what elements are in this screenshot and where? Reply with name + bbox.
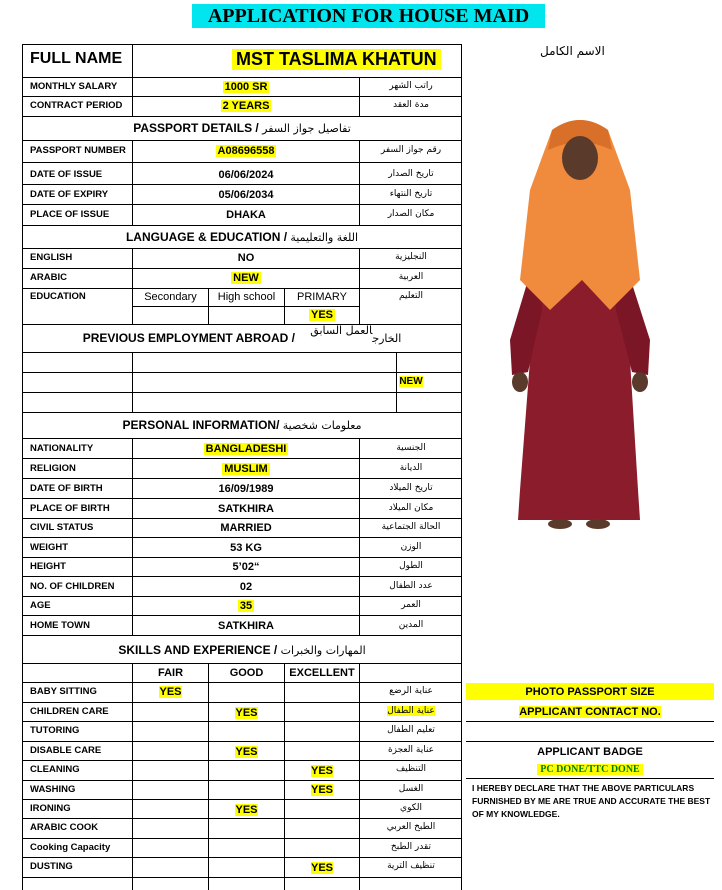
date-of-expiry-label: DATE OF EXPIRY — [30, 189, 109, 200]
skill-arabic: عناية العجزة — [387, 745, 435, 755]
weight-label: WEIGHT — [30, 542, 68, 553]
full-name-label: FULL NAME — [30, 50, 123, 67]
skills-heading: SKILLS AND EXPERIENCE / المهارات والخبرات — [118, 643, 366, 657]
full-name-value: MST TASLIMA KHATUN — [232, 49, 441, 70]
date-of-issue-label: DATE OF ISSUE — [30, 169, 103, 180]
skill-label: IRONING — [30, 803, 71, 814]
skill-arabic: عناية الطفال — [387, 706, 435, 716]
place-of-birth-label: PLACE OF BIRTH — [30, 503, 110, 514]
contract-period-value: 2 YEARS — [222, 100, 270, 112]
arabic-value: NEW — [233, 272, 259, 284]
skill-fair: YES — [159, 686, 182, 698]
children-count-value: 02 — [239, 581, 253, 593]
religion-label: RELIGION — [30, 463, 76, 474]
monthly-salary-arabic: راتب الشهر — [389, 81, 433, 91]
education-secondary: Secondary — [144, 291, 197, 303]
nationality-value: BANGLADESHI — [205, 443, 287, 455]
previous-employment-value: NEW — [399, 376, 423, 387]
skill-good: YES — [235, 746, 258, 758]
place-of-issue-arabic: مكان الصدار — [387, 209, 435, 219]
children-count-arabic: عدد الطفال — [389, 581, 433, 591]
skill-label: Cooking Capacity — [30, 842, 111, 853]
height-value: 5’02“ — [232, 561, 260, 573]
weight-arabic: الوزن — [400, 542, 422, 552]
religion-arabic: الديانة — [399, 463, 423, 473]
passport-number-arabic: رقم جواز السفر — [380, 145, 442, 155]
place-of-issue-value: DHAKA — [226, 209, 266, 221]
skill-arabic: الطبخ العربي — [386, 822, 436, 832]
skill-arabic: عناية الرضع — [389, 686, 433, 696]
photo-passport-label: PHOTO PASSPORT SIZE — [525, 686, 655, 698]
language-heading: LANGUAGE & EDUCATION / اللغة والتعليمية — [125, 230, 359, 244]
place-of-issue-label: PLACE OF ISSUE — [30, 209, 110, 220]
children-count-label: NO. OF CHILDREN — [30, 581, 115, 592]
skill-excellent: YES — [310, 862, 333, 874]
page-title: APPLICATION FOR HOUSE MAID — [192, 4, 545, 28]
skill-label: ARABIC COOK — [30, 822, 99, 833]
skills-col-excellent: EXCELLENT — [289, 667, 355, 679]
weight-value: 53 KG — [230, 542, 262, 554]
education-primary: PRIMARY — [297, 291, 347, 303]
civil-status-label: CIVIL STATUS — [30, 522, 94, 533]
skill-label: CHILDREN CARE — [30, 706, 109, 717]
personal-info-heading: PERSONAL INFORMATION/ معلومات شخصية — [122, 418, 362, 432]
education-label: EDUCATION — [30, 291, 86, 302]
skill-label: DISABLE CARE — [30, 745, 102, 756]
arabic-arabic: العربية — [398, 272, 424, 282]
arabic-label: ARABIC — [30, 272, 67, 283]
skill-arabic: الغسل — [398, 784, 424, 794]
age-arabic: العمر — [401, 600, 421, 610]
date-of-expiry-arabic: تاريخ النتهاء — [389, 189, 433, 199]
skills-col-fair: FAIR — [157, 667, 184, 679]
skill-good: YES — [235, 707, 258, 719]
pc-done-status: PC DONE/TTC DONE — [466, 764, 714, 775]
civil-status-value: MARRIED — [220, 522, 272, 534]
height-arabic: الطول — [399, 561, 423, 571]
age-value: 35 — [239, 600, 253, 612]
passport-number-label: PASSPORT NUMBER — [30, 145, 126, 156]
nationality-label: NATIONALITY — [30, 443, 94, 454]
home-town-value: SATKHIRA — [217, 620, 274, 632]
home-town-arabic: المدين — [398, 620, 424, 630]
skill-excellent: YES — [310, 784, 333, 796]
english-arabic: النجليزية — [395, 252, 427, 262]
english-label: ENGLISH — [30, 252, 73, 263]
date-of-issue-value: 06/06/2024 — [218, 169, 274, 181]
contract-period-arabic: مدة العقد — [393, 100, 429, 110]
date-of-birth-label: DATE OF BIRTH — [30, 483, 103, 494]
skill-excellent: YES — [310, 765, 333, 777]
applicant-photo — [490, 110, 670, 540]
skills-col-good: GOOD — [229, 667, 264, 679]
skill-arabic: التنظيف — [395, 764, 427, 774]
date-of-birth-arabic: تاريخ الميلاد — [389, 483, 433, 493]
education-high-school: High school — [217, 291, 276, 303]
monthly-salary-value: 1000 SR — [224, 81, 268, 93]
skill-label: WASHING — [30, 784, 76, 795]
date-of-birth-value: 16/09/1989 — [218, 483, 274, 495]
skill-label: DUSTING — [30, 861, 73, 872]
civil-status-arabic: الحالة الجتماعية — [381, 522, 441, 532]
religion-value: MUSLIM — [224, 463, 268, 475]
passport-number-value: A08696558 — [217, 145, 275, 157]
home-town-label: HOME TOWN — [30, 620, 90, 631]
full-name-arabic: الاسم الكامل — [540, 44, 605, 58]
education-primary-selected: YES — [310, 309, 333, 321]
skill-arabic: تعليم الطفال — [387, 725, 435, 735]
skill-label: CLEANING — [30, 764, 80, 775]
place-of-birth-arabic: مكان الميلاد — [388, 503, 434, 513]
skill-label: BABY SITTING — [30, 686, 97, 697]
skill-arabic: الكوي — [400, 803, 422, 813]
applicant-badge: APPLICANT BADGE — [537, 746, 643, 758]
applicant-contact: APPLICANT CONTACT NO. — [519, 706, 661, 718]
contract-period-label: CONTRACT PERIOD — [30, 100, 123, 111]
previous-employment-heading: PREVIOUS EMPLOYMENT ABROAD / الخارجالعمل السابق — [82, 324, 402, 345]
education-arabic: التعليم — [399, 291, 423, 301]
date-of-expiry-value: 05/06/2034 — [218, 189, 274, 201]
english-value: NO — [237, 252, 255, 264]
age-label: AGE — [30, 600, 51, 611]
height-label: HEIGHT — [30, 561, 66, 572]
passport-heading: PASSPORT DETAILS / تفاصيل جواز السفر — [133, 121, 351, 135]
nationality-arabic: الجنسية — [396, 443, 426, 453]
skill-label: TUTORING — [30, 725, 80, 736]
monthly-salary-label: MONTHLY SALARY — [30, 81, 118, 92]
skill-good: YES — [235, 804, 258, 816]
skill-arabic: تقدر الطبخ — [390, 842, 432, 852]
date-of-issue-arabic: تاريخ الصدار — [388, 169, 434, 179]
skill-arabic: تنظيف الترية — [387, 861, 435, 871]
place-of-birth-value: SATKHIRA — [217, 503, 274, 515]
declaration-text: I HEREBY DECLARE THAT THE ABOVE PARTICULARS FURNISHED BY ME ARE TRUE AND ACCURATE THE BEST OF MY KNOWLEDGE. — [472, 783, 711, 819]
